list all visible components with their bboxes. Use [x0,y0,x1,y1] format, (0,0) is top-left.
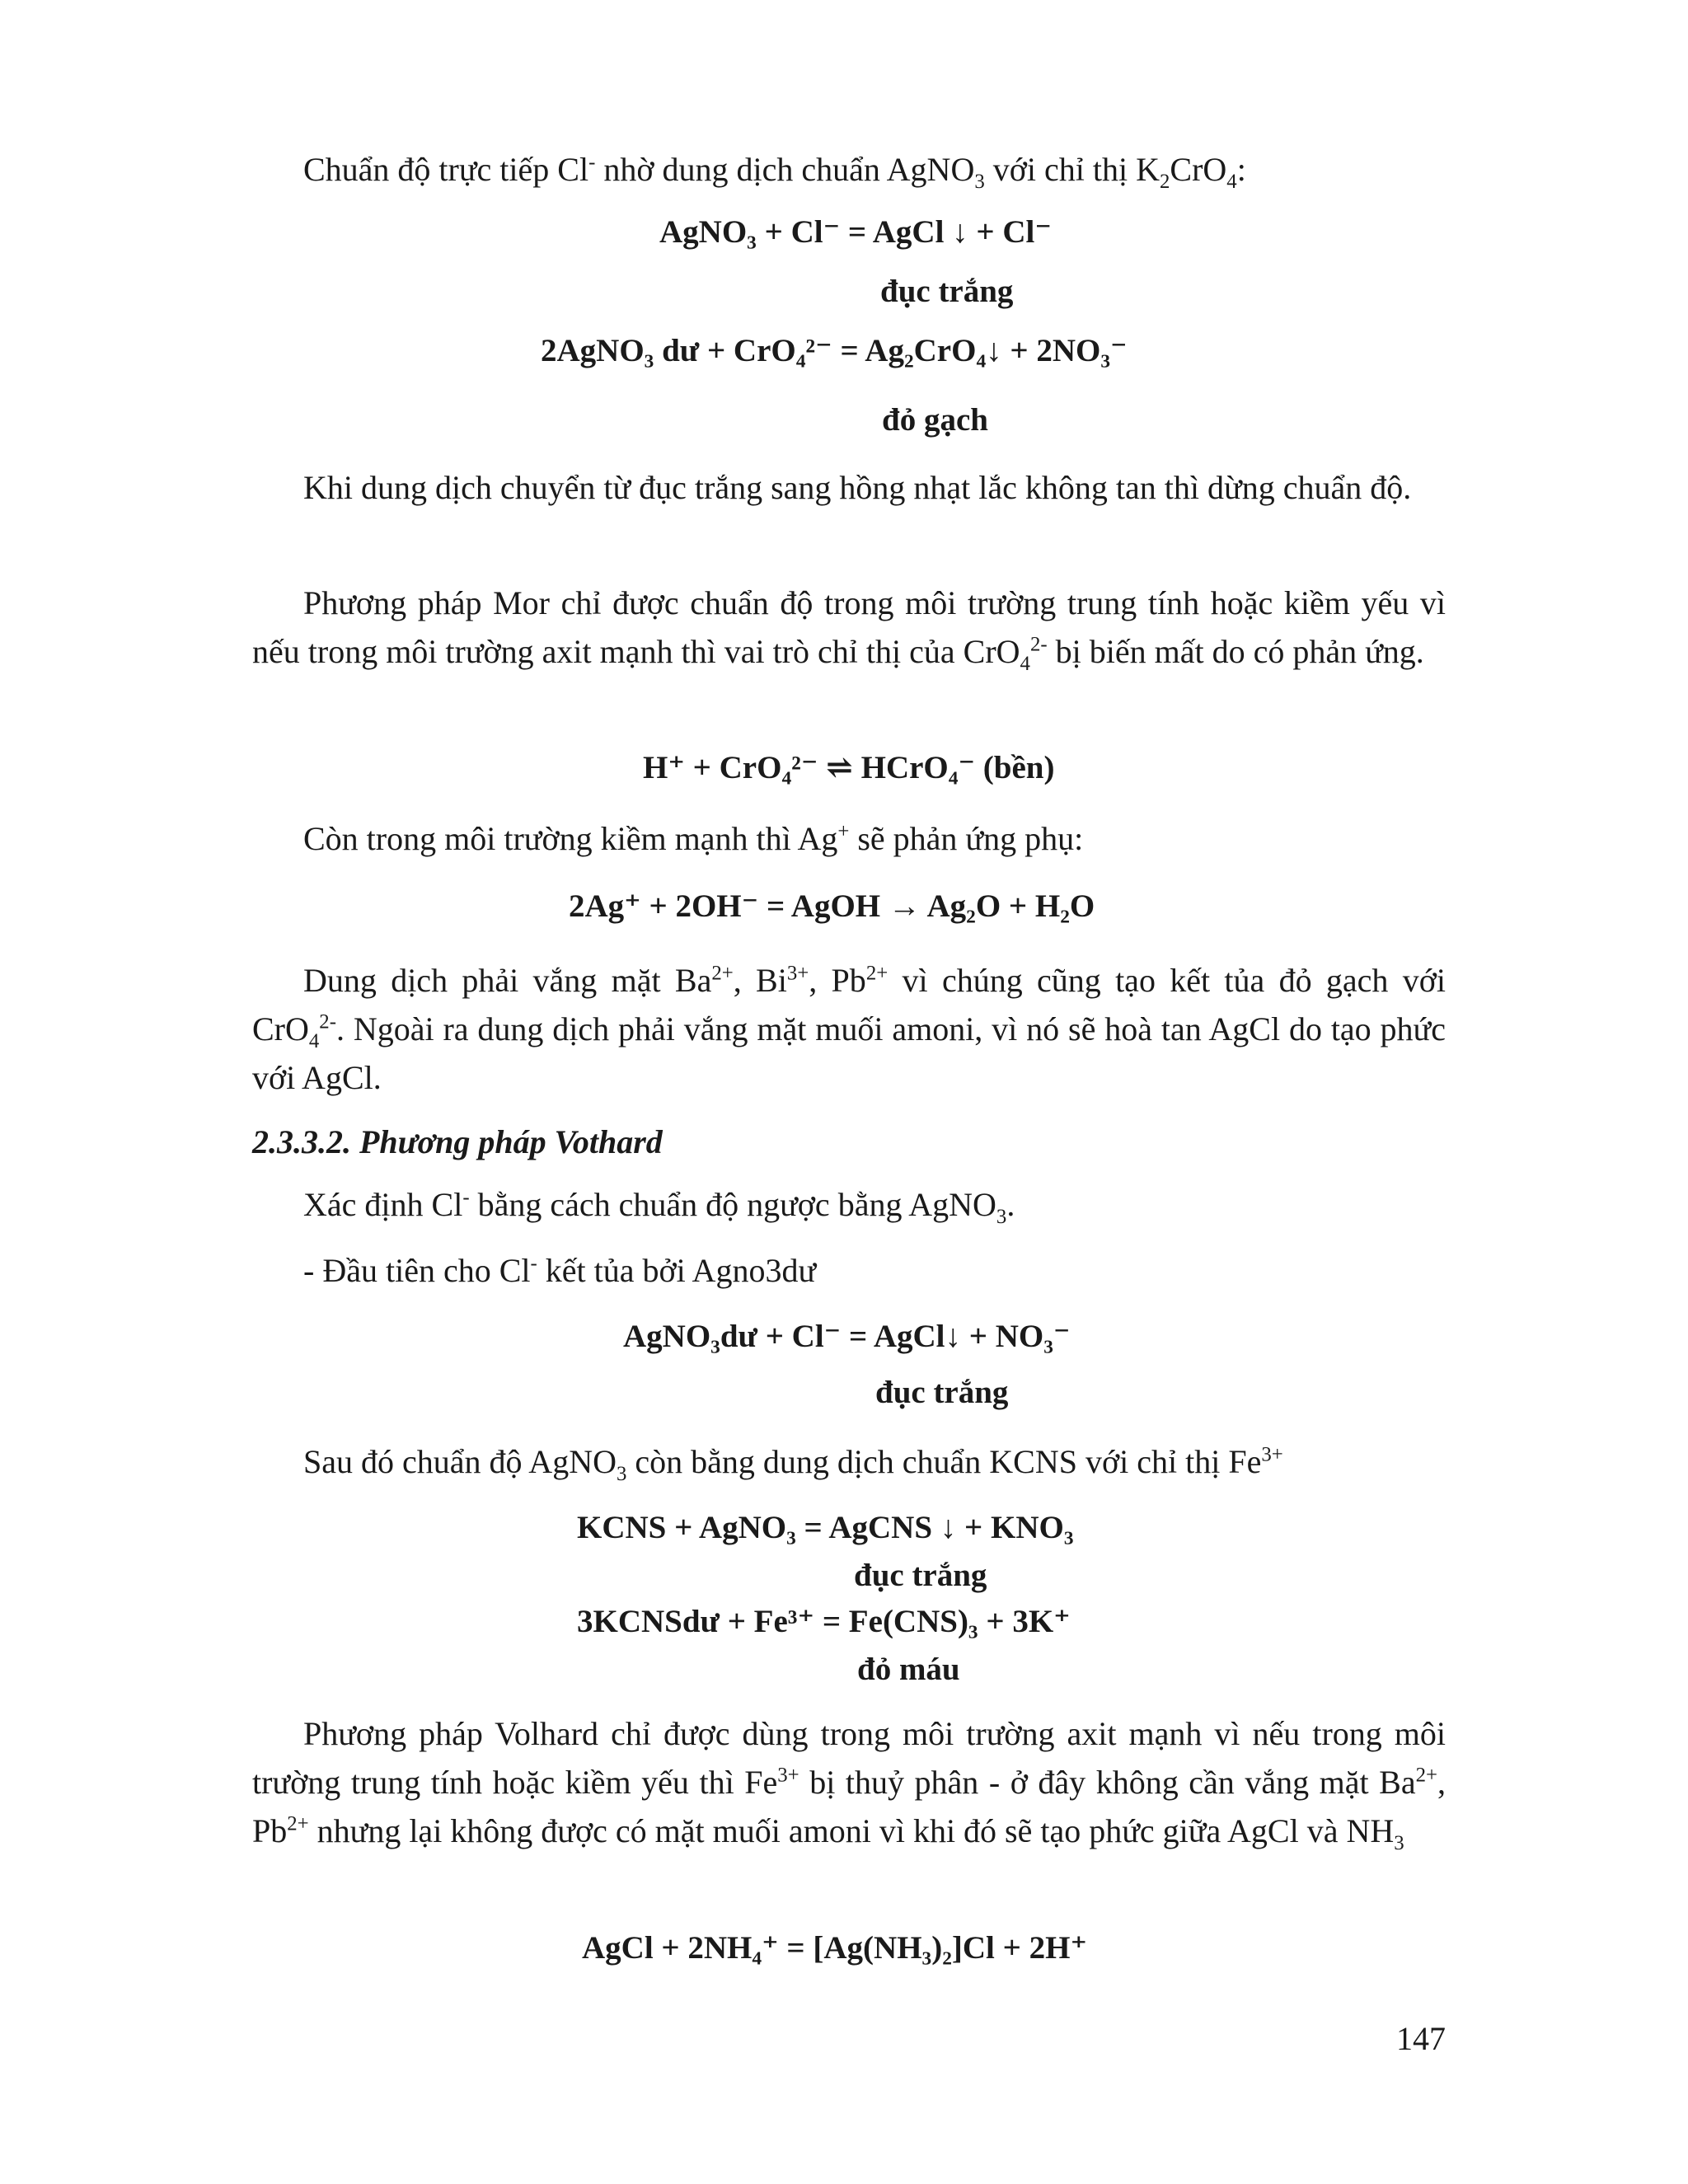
precipitate-label-white-2: đục trắng [875,1375,1009,1410]
equation-excess-agno3: AgNO₃dư + Cl⁻ = AgCl↓ + NO₃⁻ [623,1319,1071,1354]
paragraph-interferences: Dung dịch phải vắng mặt $Ba^{2+}$, $Bi^{3+}$, $Pb^{2+}$ vì chúng cũng tạo kết tủa đỏ gạch với CrO$_4^{2-}$. Ngoài ra dung dịch phải vắng mặt muối amoni, vì nó sẽ hoà tan AgCl do tạo phức với AgCl. [252,962,1447,1096]
paragraph-mohr-method: Phương pháp Mor chỉ được chuẩn độ trong môi trường trung tính hoặc kiềm yếu vì nếu trong môi trường axit mạnh thì vai trò chỉ thị của CrO$_4^{2-}$ bị biến mất do có phản ứng. [252,584,1446,675]
paragraph-back-titration: Sau đó chuẩn độ AgNO$_3$ còn bằng dung dịch chuẩn KCNS với chỉ thị $Fe^{3+}$ [303,1443,1283,1485]
paragraph-step-one: - Đầu tiên cho Cl- kết tủa bởi Agno3dư [303,1252,817,1289]
paragraph-vothard-intro: Xác định Cl- bằng cách chuẩn độ ngược bằng AgNO$_3$. [303,1186,1015,1228]
precipitate-label-white-3: đục trắng [854,1558,987,1593]
paragraph-alkaline: Còn trong môi trường kiềm mạnh thì Ag+ sẽ phản ứng phụ: [303,820,1084,857]
paragraph-intro: Chuẩn độ trực tiếp Cl- nhờ dung dịch chuẩn AgNO$_3$ với chỉ thị $K_2CrO_4$: [303,151,1246,193]
page-number: 147 [1396,2020,1446,2057]
equation-chromate-equilibrium: H⁺ + CrO₄²⁻ ⇌ HCrO₄⁻ (bền) [643,750,1055,785]
section-heading: 2.3.3.2. Phương pháp Vothard [252,1123,663,1160]
equation-iron-thiocyanate: 3KCNSdư + Fe³⁺ = Fe(CNS)₃ + 3K⁺ [577,1604,1071,1639]
equation-kcns-agno3: KCNS + AgNO₃ = AgCNS ↓ + KNO₃ [577,1510,1074,1545]
color-label-blood-red: đỏ máu [857,1652,960,1687]
equation-silver-hydroxide: 2Ag⁺ + 2OH⁻ = AgOH → Ag₂O + H₂O [569,888,1095,924]
paragraph-endpoint: Khi dung dịch chuyển từ đục trắng sang hồng nhạt lắc không tan thì dừng chuẩn độ. [303,469,1412,506]
precipitate-label-brick-red: đỏ gạch [882,402,988,438]
paragraph-volhard-conditions: Phương pháp Volhard chỉ được dùng trong môi trường axit mạnh vì nếu trong môi trường trung tính hoặc kiềm yếu thì $Fe^{3+}$ bị thuỷ phân - ở đây không cần vắng mặt $Ba^{2+}$, $Pb^{2+}$ nhưng lại không được có mặt muối amoni vì khi đó sẽ tạo phức giữa AgCl và $NH_3$ [252,1715,1446,1854]
precipitate-label-white: đục trắng [880,274,1014,309]
equation-agno3-cl: AgNO₃ + Cl⁻ = AgCl ↓ + Cl⁻ [659,214,1052,250]
equation-silver-ammine-complex: AgCl + 2NH₄⁺ = [Ag(NH₃)₂]Cl + 2H⁺ [582,1930,1088,1966]
equation-ag2cro4: 2AgNO₃ dư + CrO₄²⁻ = Ag₂CrO₄↓ + 2NO₃⁻ [541,333,1128,368]
